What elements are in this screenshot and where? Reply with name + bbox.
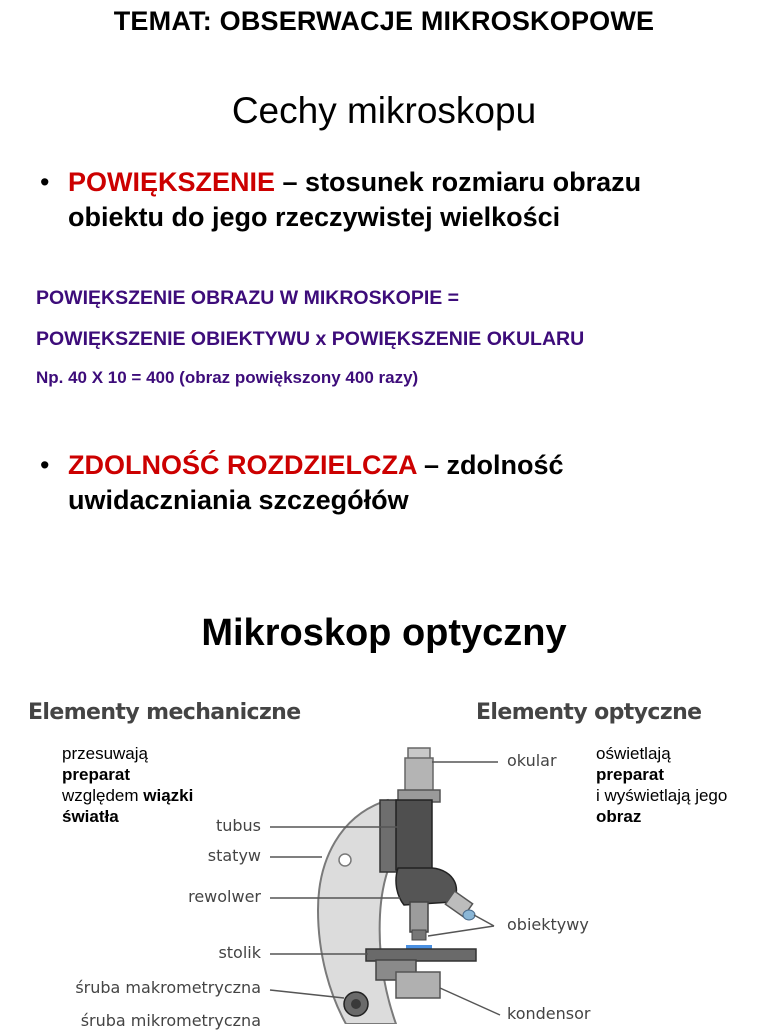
label-sruba-mikrometryczna: śruba mikrometryczna [80,1011,261,1030]
label-sruba-makrometryczna: śruba makrometryczna [75,978,261,997]
coarse-focus-knob-center [351,999,361,1009]
note-text: i wyświetlają jego [596,786,728,805]
definition-resolution-1: – zdolność [416,450,564,480]
stage [366,949,476,961]
definition-magnification-2: obiektu do jego rzeczywistej wielkości [68,202,561,232]
definition-magnification-1: – stosunek rozmiaru obrazu [275,167,642,197]
objective-lens [412,930,426,940]
leader-obiektywy-1 [428,926,494,936]
objective-side-lens [463,910,475,920]
bullet-dot: • [40,450,50,480]
note-text-bold: wiązki [143,786,194,805]
revolver [396,868,456,905]
note-text: względem [62,786,144,805]
section-title-microscope: Mikroskop optyczny [201,612,567,654]
note-text: oświetlają [596,744,671,763]
term-resolution: ZDOLNOŚĆ ROZDZIELCZA [68,450,417,480]
note-text: przesuwają [62,744,148,763]
formula-example: Np. 40 X 10 = 400 (obraz powiększony 400 razy) [36,368,419,387]
objective-main [410,902,428,932]
label-obiektywy: obiektywy [507,915,589,934]
note-text-bold: obraz [596,807,642,826]
section-title-features: Cechy mikroskopu [231,90,537,131]
definition-resolution-2: uwidaczniania szczegółów [68,485,409,515]
bullet-dot: • [40,167,50,197]
stand-hole [339,854,351,866]
formula-line-2: POWIĘKSZENIE OBIEKTYWU x POWIĘKSZENIE OKULARU [36,328,585,350]
leader-kondensor [440,988,500,1015]
term-magnification: POWIĘKSZENIE [68,167,276,197]
note-text-bold: preparat [62,765,131,784]
condenser [396,972,440,998]
note-text-bold: preparat [596,765,665,784]
label-stolik: stolik [218,943,261,962]
label-tubus: tubus [215,816,261,835]
heading-mechanical: Elementy mechaniczne [28,700,301,725]
eyepiece-body [405,758,433,792]
note-text-bold: światła [62,807,119,826]
formula-line-1: POWIĘKSZENIE OBRAZU W MIKROSKOPIE = [36,287,460,309]
page-title: TEMAT: OBSERWACJE MIKROSKOPOWE [113,6,655,36]
label-rewolwer: rewolwer [188,887,261,906]
label-statyw: statyw [207,846,261,865]
tube [396,800,432,870]
heading-optical: Elementy optyczne [476,700,702,725]
leader-obiektywy-2 [474,915,494,926]
label-kondensor: kondensor [507,1004,591,1023]
label-okular: okular [507,751,557,770]
